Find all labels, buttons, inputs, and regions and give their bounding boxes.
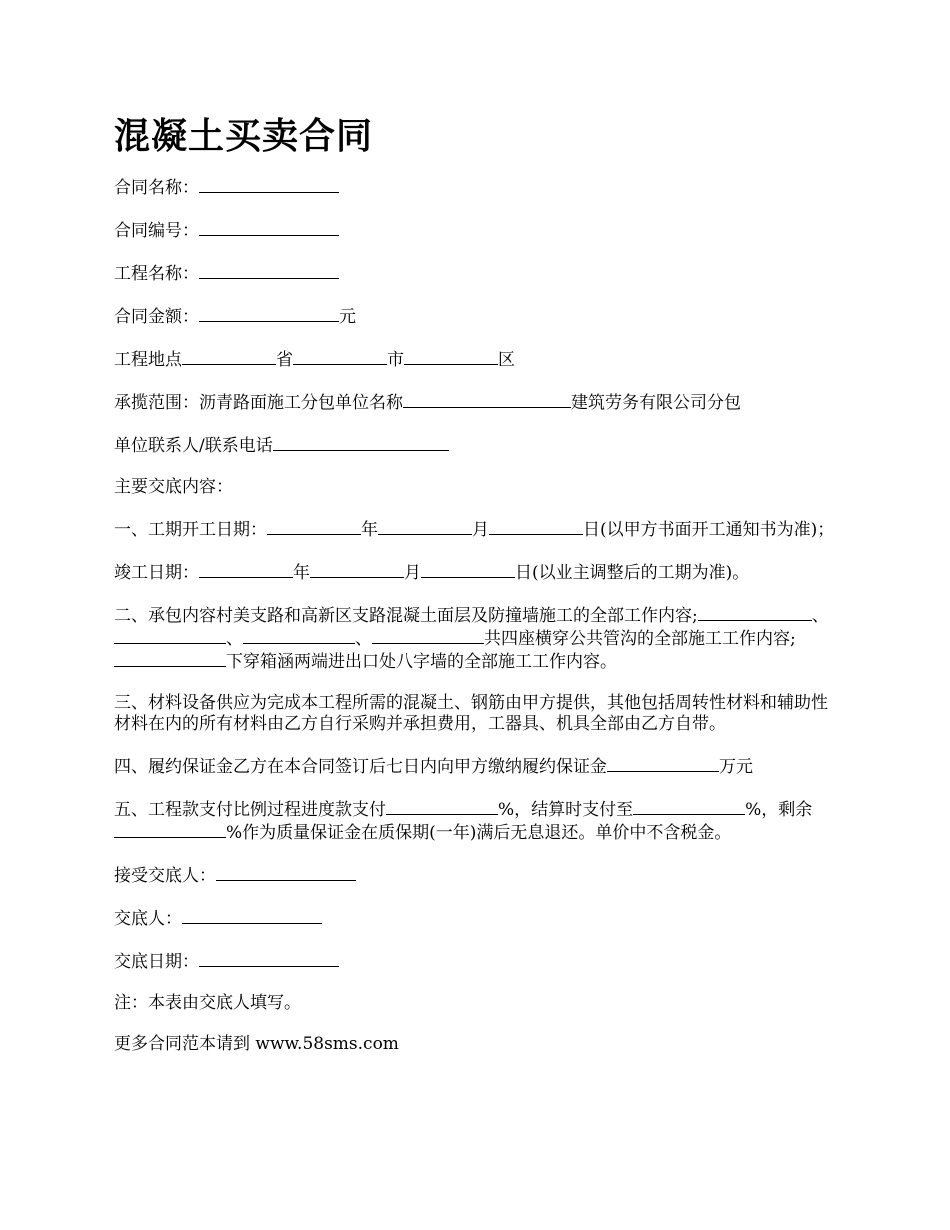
document-title: 混凝土买卖合同 [114, 115, 374, 157]
handover-label: 交底人： [114, 909, 182, 929]
item-1-start-date [114, 518, 840, 541]
deposit-field[interactable] [607, 755, 719, 772]
handover-date-line [114, 950, 840, 973]
scope-blank-3[interactable] [243, 627, 355, 644]
contract-amount-unit: 元 [339, 307, 356, 327]
item-1-prefix: 一、工期开工日期： [114, 520, 267, 540]
settlement-payment-field[interactable] [633, 798, 745, 815]
progress-payment-field[interactable] [386, 798, 498, 815]
completion-prefix: 竣工日期： [114, 563, 199, 583]
contract-amount-line [114, 305, 840, 328]
contract-name-label: 合同名称： [114, 178, 199, 198]
handover-date-label: 交底日期： [114, 952, 199, 972]
item-1-suffix: 日(以甲方书面开工通知书为准)； [583, 520, 835, 540]
footer-line: 更多合同范本请到 www.58sms.com [114, 1034, 399, 1054]
item-2-prefix: 二、承包内容村美支路和高新区支路混凝土面层及防撞墙施工的全部工作内容; [114, 606, 698, 626]
contact-line [114, 434, 840, 457]
item-2-sep-3: 、 [355, 629, 372, 649]
city-label: 市 [387, 350, 404, 370]
contract-number-line [114, 219, 840, 242]
completion-year-field[interactable] [199, 561, 293, 578]
completion-day-field[interactable] [421, 561, 515, 578]
item-5-payment [114, 798, 840, 844]
contact-label: 单位联系人/联系电话 [114, 436, 273, 456]
receiver-field[interactable] [216, 864, 356, 881]
scope-blank-2[interactable] [114, 627, 226, 644]
start-month-label: 月 [472, 520, 489, 540]
district-label: 区 [498, 350, 515, 370]
scope-blank-4[interactable] [372, 627, 484, 644]
item-3-materials: 三、材料设备供应为完成本工程所需的混凝土、钢筋由甲方提供，其他包括周转性材料和辅助性材料在内的所有材料由乙方自行采购并承担费用，工器具、机具全部由乙方自带。 [114, 693, 828, 734]
receiver-label: 接受交底人： [114, 866, 216, 886]
handover-date-field[interactable] [199, 950, 339, 967]
completion-month-field[interactable] [310, 561, 404, 578]
project-name-line [114, 262, 840, 285]
start-year-field[interactable] [267, 518, 361, 535]
project-name-label: 工程名称： [114, 264, 199, 284]
scope-blank-5[interactable] [114, 650, 226, 667]
item-5-mid-1: %，结算时支付至 [498, 800, 634, 820]
contract-amount-label: 合同金额： [114, 307, 199, 327]
item-4-deposit [114, 755, 840, 778]
receiver-line [114, 864, 840, 887]
note-line: 注：本表由交底人填写。 [114, 993, 301, 1013]
province-field[interactable] [182, 348, 276, 365]
main-content-heading: 主要交底内容： [114, 477, 233, 497]
scope-blank-1a[interactable] [698, 604, 784, 621]
location-line [114, 348, 840, 371]
handover-person-line [114, 907, 840, 930]
contract-name-field[interactable] [199, 176, 339, 193]
completion-year-label: 年 [293, 563, 310, 583]
contract-number-label: 合同编号： [114, 221, 199, 241]
completion-month-label: 月 [404, 563, 421, 583]
item-2-scope [114, 604, 840, 673]
completion-date-line [114, 561, 840, 584]
location-prefix: 工程地点 [114, 350, 182, 370]
scope-blank-1b[interactable] [784, 604, 812, 621]
item-5-mid-2: %，剩余 [745, 800, 813, 820]
city-field[interactable] [293, 348, 387, 365]
start-day-field[interactable] [489, 518, 583, 535]
item-4-prefix: 四、履约保证金乙方在本合同签订后七日内向甲方缴纳履约保证金 [114, 757, 607, 777]
contract-number-field[interactable] [199, 219, 339, 236]
start-month-field[interactable] [378, 518, 472, 535]
project-name-field[interactable] [199, 262, 339, 279]
contract-amount-field[interactable] [199, 305, 339, 322]
item-2-sep-2: 、 [226, 629, 243, 649]
item-5-prefix: 五、工程款支付比例过程进度款支付 [114, 800, 386, 820]
item-4-suffix: 万元 [719, 757, 753, 777]
completion-suffix: 日(以业主调整后的工期为准)。 [515, 563, 750, 583]
item-5-suffix: %作为质量保证金在质保期(一年)满后无息退还。单价中不含税金。 [226, 823, 732, 843]
start-year-label: 年 [361, 520, 378, 540]
contact-field[interactable] [273, 434, 449, 451]
item-2-sep-1: 、 [811, 606, 829, 626]
contract-name-line [114, 176, 840, 199]
subcontractor-field[interactable] [403, 391, 571, 408]
handover-field[interactable] [182, 907, 322, 924]
contract-document [114, 112, 840, 1075]
retention-field[interactable] [114, 821, 226, 838]
scope-suffix: 建筑劳务有限公司分包 [571, 393, 741, 413]
district-field[interactable] [404, 348, 498, 365]
item-2-mid: 共四座横穿公共管沟的全部施工工作内容; [484, 629, 796, 649]
item-2-suffix: 下穿箱涵两端进出口处八字墙的全部施工工作内容。 [226, 652, 617, 672]
scope-prefix: 承揽范围：沥青路面施工分包单位名称 [114, 393, 403, 413]
province-label: 省 [276, 350, 293, 370]
scope-line [114, 391, 840, 414]
